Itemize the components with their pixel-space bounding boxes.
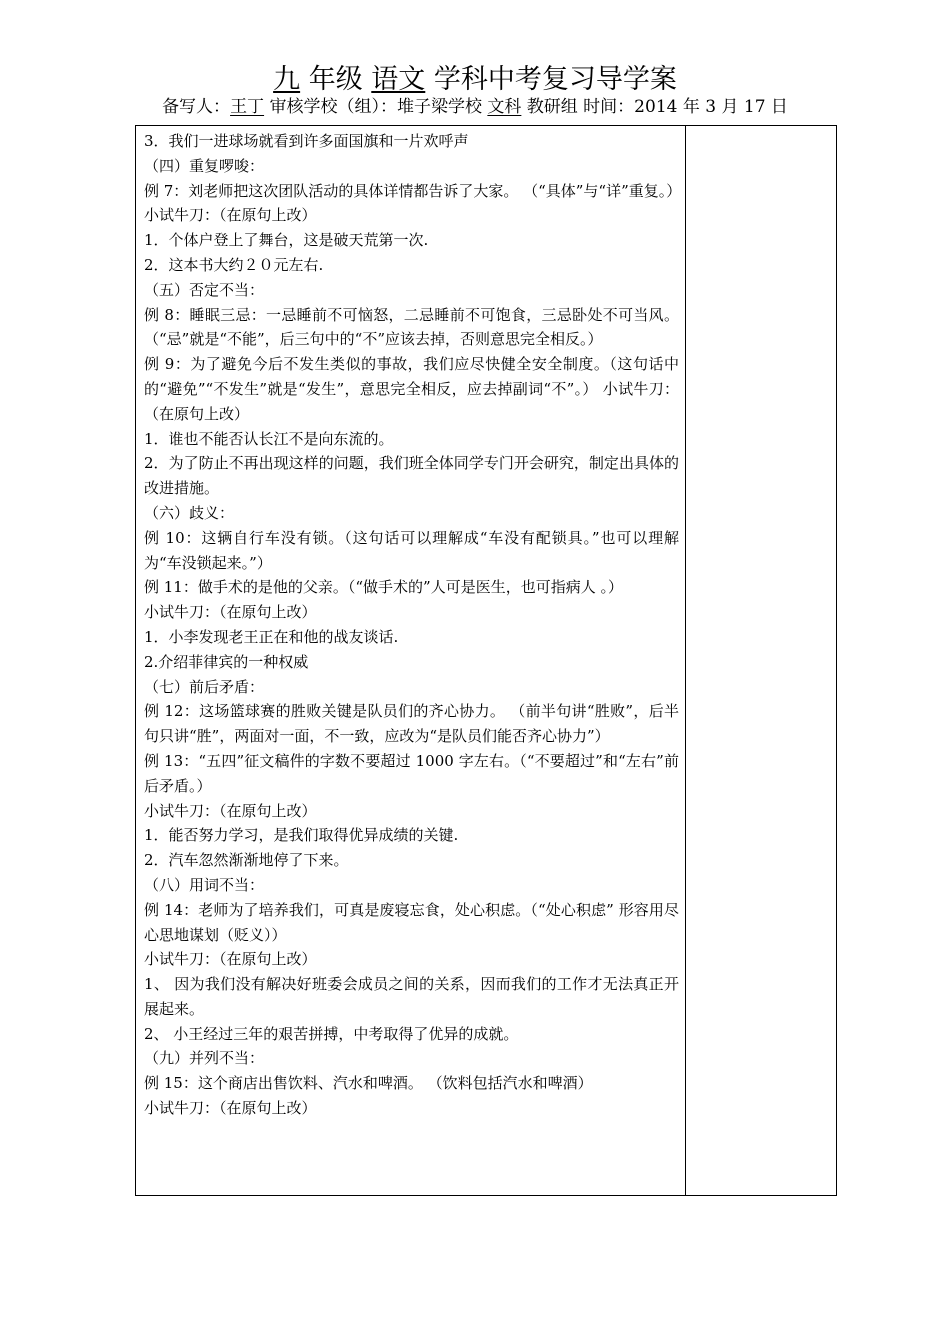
section-heading: （七）前后矛盾：: [144, 677, 265, 696]
section-heading: （五）否定不当：: [144, 280, 265, 299]
text-line: 1．小李发现老王正在和他的战友谈话.: [144, 627, 399, 646]
title-text-1: 年级: [300, 64, 372, 95]
text-line: 2、 小王经过三年的艰苦拼搏，中考取得了优异的成就。: [144, 1024, 519, 1043]
content-table: [135, 125, 837, 1196]
example-line: 例 11：做手术的是他的父亲。（“做手术的”人可是医生，也可指病人 。）: [144, 578, 623, 597]
review-group: 文科: [487, 97, 522, 117]
text-line: 2．汽车忽然渐渐地停了下来。: [144, 851, 349, 870]
exercise-prompt: 小试牛刀：（在原句上改）: [144, 801, 317, 820]
text-line: 1．谁也不能否认长江不是向东流的。: [144, 429, 394, 448]
section-heading: （八）用词不当：: [144, 875, 265, 894]
time-label: 教研组 时间：2014 年 3 月 17 日: [521, 97, 788, 117]
exercise-prompt: 小试牛刀：（在原句上改）: [144, 1099, 317, 1118]
text-line: 1、 因为我们没有解决好班委会成员之间的关系，因而我们的工作才无法真正开展起来。: [144, 975, 679, 1018]
section-heading: （四）重复啰唆：: [144, 156, 265, 175]
author-name: 王丁: [230, 97, 265, 117]
example-line: 例 10：这辆自行车没有锁。（这句话可以理解成“车没有配锁具。”也可以理解为“车没锁起来。”）: [144, 528, 679, 572]
exercise-prompt: 小试牛刀：（在原句上改）: [144, 950, 317, 969]
example-line: 例 9：为了避免今后不发生类似的事故，我们应尽快健全安全制度。（这句话中的“避免”“不发生”就是“发生”，意思完全相反，应去掉副词“不”。） 小试牛刀：（在原句上改）: [144, 355, 679, 423]
example-line: 例 7：刘老师把这次团队活动的具体详情都告诉了大家。 （“具体”与“详”重复。）: [144, 181, 682, 200]
page-title: [0, 62, 950, 98]
example-line: 例 13：“五四”征文稿件的字数不要超过 1000 字左右。（“不要超过”和“左右”前后矛盾。）: [144, 751, 679, 795]
example-line: 例 8：睡眠三忌：一忌睡前不可恼怒，二忌睡前不可饱食，三忌卧处不可当风。（“忌”就是“不能”，后三句中的“不”应该去掉，否则意思完全相反。）: [144, 305, 679, 349]
title-grade: 九: [273, 64, 301, 95]
document-meta: [0, 94, 950, 120]
example-line: 例 12：这场篮球赛的胜败关键是队员们的齐心协力。 （前半句讲“胜败”，后半句只讲“胜”，两面对一面，不一致，应改为“是队员们能否齐心协力”）: [144, 702, 679, 746]
text-line: 2.介绍菲律宾的一种权威: [144, 652, 309, 671]
main-cell: [144, 129, 682, 1121]
example-line: 例 15：这个商店出售饮料、汽水和啤酒。 （饮料包括汽水和啤酒）: [144, 1074, 593, 1093]
text-line: 1．个体户登上了舞台，这是破天荒第一次.: [144, 231, 429, 250]
text-line: 3．我们一进球场就看到许多面国旗和一片欢呼声: [144, 132, 469, 150]
exercise-prompt: 小试牛刀：（在原句上改）: [144, 603, 317, 622]
example-line: 例 14：老师为了培养我们，可真是废寝忘食，处心积虑。（“处心积虑” 形容用尽心思地谋划（贬义））: [144, 900, 679, 944]
text-line: 2．这本书大约２０元左右.: [144, 255, 324, 274]
section-heading: （九）并列不当：: [144, 1049, 265, 1068]
title-text-2: 学科中考复习导学案: [425, 64, 677, 95]
author-label: 备写人：: [162, 97, 231, 117]
text-line: 2．为了防止不再出现这样的问题，我们班全体同学专门开会研究，制定出具体的改进措施。: [144, 454, 679, 498]
text-line: 1．能否努力学习，是我们取得优异成绩的关键.: [144, 826, 459, 845]
review-label: 审核学校（组）：堆子梁学校: [264, 97, 488, 117]
section-heading: （六）歧义：: [144, 503, 235, 522]
notes-cell: [686, 126, 836, 1195]
exercise-prompt: 小试牛刀：（在原句上改）: [144, 206, 317, 225]
title-subject: 语文: [371, 64, 426, 95]
